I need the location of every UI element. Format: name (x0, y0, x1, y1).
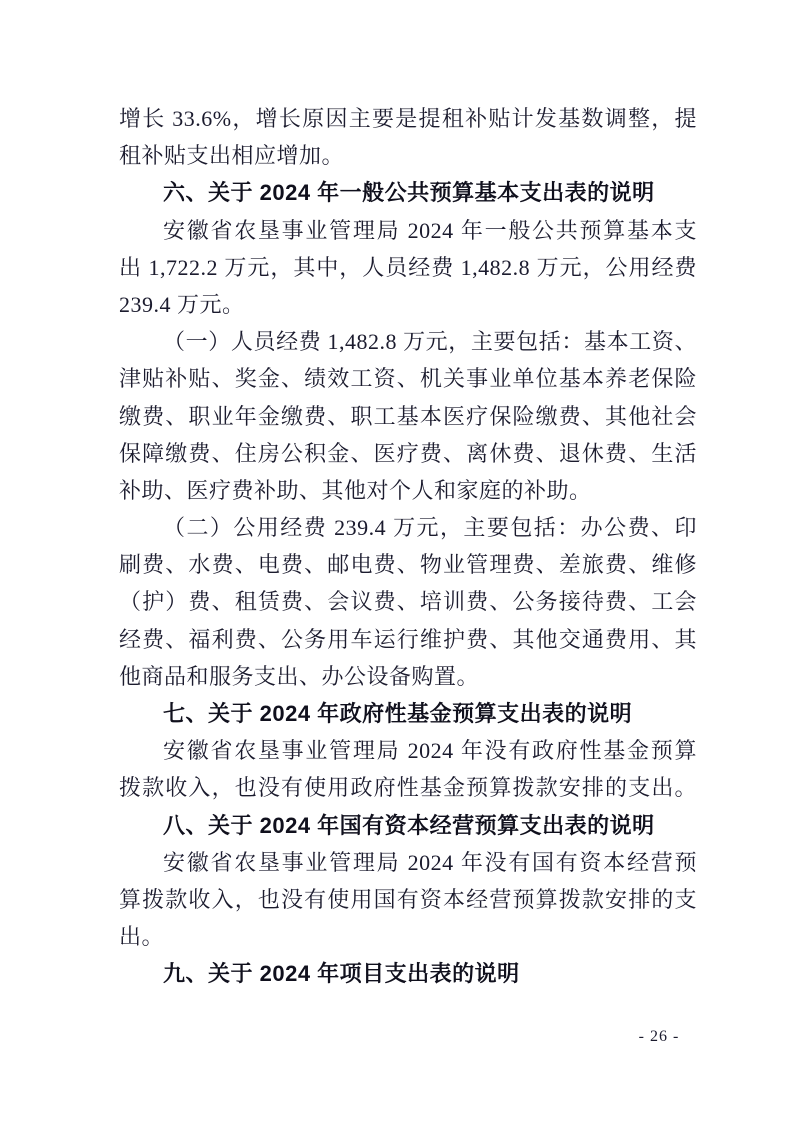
text-line: 租补贴支出相应增加。 (119, 143, 345, 169)
text-line: 刷费、水费、电费、邮电费、物业管理费、差旅费、维修 (119, 552, 697, 578)
text-line: 239.4 万元。 (119, 291, 245, 317)
text-line: 补助、医疗费补助、其他对个人和家庭的补助。 (119, 477, 592, 503)
text-line: 保障缴费、住房公积金、医疗费、离休费、退休费、生活 (119, 440, 697, 466)
section-heading-9: 九、关于 2024 年项目支出表的说明 (163, 961, 520, 987)
text-line: 津贴补贴、奖金、绩效工资、机关事业单位基本养老保险 (119, 366, 697, 392)
text-line: 拨款收入，也没有使用政府性基金预算拨款安排的支出。 (119, 775, 697, 801)
text-line: 出。 (119, 924, 165, 950)
text-line: 缴费、职业年金缴费、职工基本医疗保险缴费、其他社会 (119, 403, 697, 429)
text-line: 安徽省农垦事业管理局 2024 年没有政府性基金预算 (163, 738, 697, 764)
section-heading-6: 六、关于 2024 年一般公共预算基本支出表的说明 (163, 180, 655, 206)
text-line: 他商品和服务支出、办公设备购置。 (119, 663, 480, 689)
text-line: 安徽省农垦事业管理局 2024 年没有国有资本经营预 (163, 849, 697, 875)
text-line: （一）人员经费 1,482.8 万元，主要包括：基本工资、 (163, 329, 697, 355)
text-line: 安徽省农垦事业管理局 2024 年一般公共预算基本支 (163, 217, 697, 243)
text-line: 出 1,722.2 万元，其中，人员经费 1,482.8 万元，公用经费 (119, 254, 697, 280)
text-block (119, 100, 697, 993)
page-number: - 26 - (638, 1028, 680, 1045)
text-line: （二）公用经费 239.4 万元，主要包括：办公费、印 (163, 515, 697, 541)
text-line: 经费、福利费、公务用车运行维护费、其他交通费用、其 (119, 626, 697, 652)
text-line: 增长 33.6%，增长原因主要是提租补贴计发基数调整，提 (119, 106, 697, 131)
text-line: （护）费、租赁费、会议费、培训费、公务接待费、工会 (119, 589, 697, 615)
text-line: 算拨款收入，也没有使用国有资本经营预算拨款安排的支 (119, 886, 697, 912)
section-heading-7: 七、关于 2024 年政府性基金预算支出表的说明 (163, 701, 633, 726)
section-heading-8: 八、关于 2024 年国有资本经营预算支出表的说明 (163, 812, 655, 838)
